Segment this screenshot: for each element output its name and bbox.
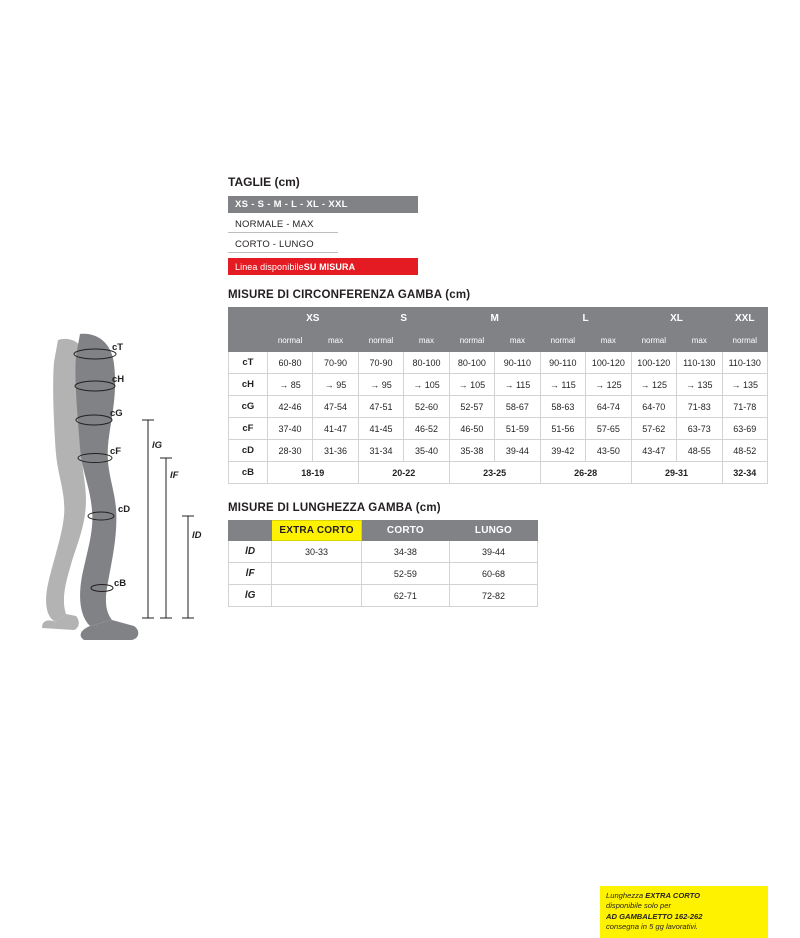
circ-row-label-cT: cT [229,352,268,374]
label-cG: cG [110,408,123,419]
circ-header-XL: XL [631,308,722,330]
circ-subheader-3: max [404,330,449,352]
circ-size-header-row [229,308,768,330]
label-lD: lD [192,530,202,541]
length-header-corto: CORTO [361,521,449,541]
table-row [229,585,538,607]
circ-subheader-corner [229,330,268,352]
circ-cG-6: 58-63 [540,396,585,418]
circ-cF-10: 63-69 [722,418,768,440]
length-markers [142,420,194,618]
taglie-sizes-band: XS - S - M - L - XL - XXL [228,196,418,213]
circ-cH-6: → 115 [540,374,585,396]
circ-cH-2: → 95 [358,374,403,396]
circ-cF-8: 57-62 [631,418,676,440]
circ-cD-8: 43-47 [631,440,676,462]
length-row-label-lD: lD [229,541,272,563]
circ-cG-8: 64-70 [631,396,676,418]
circ-cD-1: 31-36 [313,440,358,462]
circ-header-corner [229,308,268,330]
length-lF-corto: 52-59 [361,563,449,585]
circ-subheader-6: normal [540,330,585,352]
label-cT: cT [112,342,124,353]
circ-cG-1: 47-54 [313,396,358,418]
circ-subheader-2: normal [358,330,403,352]
table-row [229,374,768,396]
circ-cG-3: 52-60 [404,396,449,418]
table-row [229,352,768,374]
circ-cG-2: 47-51 [358,396,403,418]
label-cD: cD [118,504,131,515]
circ-subheader-0: normal [267,330,312,352]
circ-subheader-8: normal [631,330,676,352]
circ-cH-9: → 135 [677,374,722,396]
length-header-corner [229,521,272,541]
circ-cT-5: 90-110 [495,352,540,374]
circ-cF-6: 51-56 [540,418,585,440]
circ-subheader-1: max [313,330,358,352]
circ-cB-S: 20-22 [358,462,449,484]
circ-cD-6: 39-42 [540,440,585,462]
length-title: MISURE DI LUNGHEZZA GAMBA (cm) [228,502,441,514]
length-header-lungo: LUNGO [449,521,537,541]
circ-sub-header-row [229,330,768,352]
circ-cF-5: 51-59 [495,418,540,440]
circ-cB-L: 26-28 [540,462,631,484]
circ-cG-4: 52-57 [449,396,494,418]
label-cF: cF [110,446,122,457]
circ-cF-2: 41-45 [358,418,403,440]
circ-cH-0: → 85 [267,374,312,396]
length-row-label-lF: lF [229,563,272,585]
note-line-4: consegna in 5 gg lavorativi. [606,921,699,931]
circ-cD-2: 31-34 [358,440,403,462]
circ-cG-10: 71-78 [722,396,768,418]
circ-subheader-4: normal [449,330,494,352]
length-table [228,520,538,607]
taglie-normale-row: NORMALE - MAX [228,216,338,233]
circ-cT-3: 80-100 [404,352,449,374]
su-misura-prefix: Linea disponibile [235,261,304,272]
length-lG-lungo: 72-82 [449,585,537,607]
circ-cH-3: → 105 [404,374,449,396]
circ-cF-1: 41-47 [313,418,358,440]
circ-header-L: L [540,308,631,330]
circ-row-label-cG: cG [229,396,268,418]
circ-cB-M: 23-25 [449,462,540,484]
table-row [229,563,538,585]
note-line-1-bold: EXTRA CORTO [645,891,700,900]
table-row [229,396,768,418]
length-lG-corto: 62-71 [361,585,449,607]
circ-header-XXL: XXL [722,308,768,330]
circ-subheader-10: normal [722,330,768,352]
taglie-title: TAGLIE (cm) [228,175,300,189]
circ-cD-0: 28-30 [267,440,312,462]
circ-subheader-5: max [495,330,540,352]
circ-cB-XXL: 32-34 [722,462,768,484]
circ-cG-5: 58-67 [495,396,540,418]
label-lG: lG [152,440,163,451]
table-row [229,541,538,563]
circ-cT-0: 60-80 [267,352,312,374]
circ-cT-10: 110-130 [722,352,768,374]
label-cB: cB [114,578,127,589]
circ-row-label-cD: cD [229,440,268,462]
circumference-section [228,289,768,484]
circ-cB-XS: 18-19 [267,462,358,484]
circ-cG-9: 71-83 [677,396,722,418]
circ-cH-4: → 105 [449,374,494,396]
circ-cT-6: 90-110 [540,352,585,374]
length-lG-extra-corto [272,585,362,607]
circ-cH-7: → 125 [586,374,631,396]
circ-cD-10: 48-52 [722,440,768,462]
su-misura-bold: SU MISURA [303,261,356,272]
circ-row-label-cH: cH [229,374,268,396]
taglie-su-misura-band [228,258,418,275]
note-box [600,886,768,938]
taglie-block [228,175,768,275]
circ-cH-5: → 115 [495,374,540,396]
circ-subheader-7: max [586,330,631,352]
size-chart-content [228,175,768,931]
circ-header-M: M [449,308,540,330]
note-line-1 [606,891,762,901]
note-line-3: AD GAMBALETTO 162-262 [606,911,703,921]
circ-cD-4: 35-38 [449,440,494,462]
length-section [228,502,768,931]
circ-row-label-cF: cF [229,418,268,440]
table-row [229,462,768,484]
note-line-1-pre: Lunghezza [606,891,646,900]
taglie-corto-row: CORTO - LUNGO [228,236,338,253]
circ-cH-1: → 95 [313,374,358,396]
length-lD-lungo: 39-44 [449,541,537,563]
length-lD-corto: 34-38 [361,541,449,563]
circ-cT-8: 100-120 [631,352,676,374]
circ-cD-5: 39-44 [495,440,540,462]
length-lF-extra-corto [272,563,362,585]
circ-cT-4: 80-100 [449,352,494,374]
leg-illustration [40,330,220,650]
circ-cF-9: 63-73 [677,418,722,440]
circumference-table [228,307,768,484]
leg-diagram-svg [40,330,220,650]
circ-cF-3: 46-52 [404,418,449,440]
circ-cT-7: 100-120 [586,352,631,374]
circ-cD-3: 35-40 [404,440,449,462]
circ-cG-7: 64-74 [586,396,631,418]
circ-header-XS: XS [267,308,358,330]
label-lF: lF [170,470,179,481]
circ-cF-7: 57-65 [586,418,631,440]
length-header-row [229,521,538,541]
note-line-2: disponibile solo per [606,901,672,911]
circ-cB-XL: 29-31 [631,462,722,484]
circ-cF-0: 37-40 [267,418,312,440]
length-header-extra-corto: EXTRA CORTO [272,521,362,541]
circ-cG-0: 42-46 [267,396,312,418]
circumference-title: MISURE DI CIRCONFERENZA GAMBA (cm) [228,289,471,301]
table-row [229,418,768,440]
circ-cT-2: 70-90 [358,352,403,374]
circ-cT-1: 70-90 [313,352,358,374]
circ-cH-10: → 135 [722,374,768,396]
length-row-label-lG: lG [229,585,272,607]
circ-cD-7: 43-50 [586,440,631,462]
circ-cF-4: 46-50 [449,418,494,440]
circ-cH-8: → 125 [631,374,676,396]
length-lF-lungo: 60-68 [449,563,537,585]
circ-subheader-9: max [677,330,722,352]
circ-cT-9: 110-130 [677,352,722,374]
length-lD-extra-corto: 30-33 [272,541,362,563]
table-row [229,440,768,462]
label-cH: cH [112,374,125,385]
circ-row-label-cB: cB [229,462,268,484]
circ-header-S: S [358,308,449,330]
circ-cD-9: 48-55 [677,440,722,462]
